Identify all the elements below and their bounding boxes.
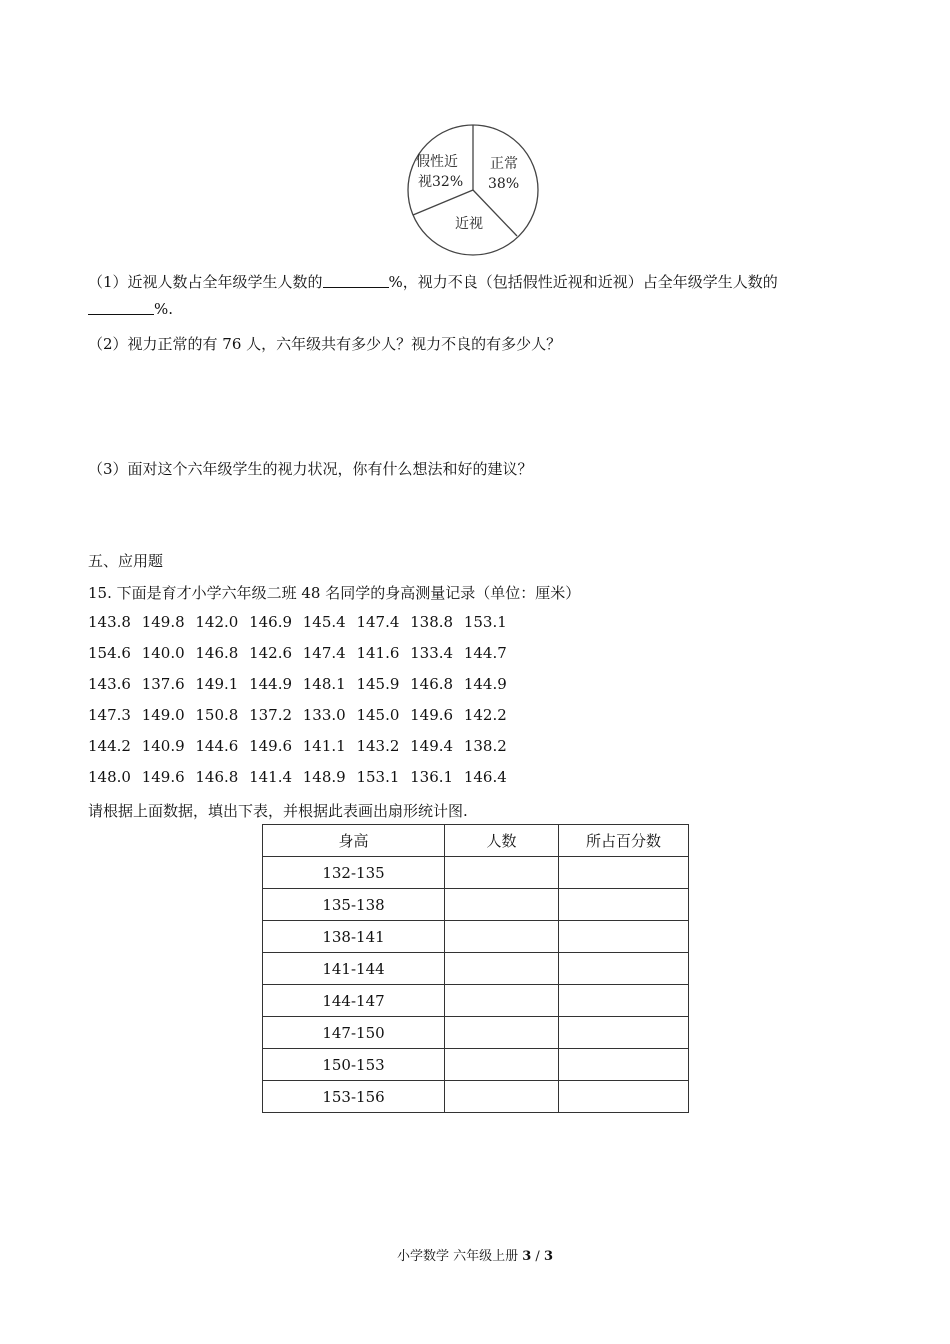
pie-divider-left <box>413 190 473 215</box>
table-row <box>263 889 689 921</box>
pie-label-jinshi: 近视 <box>455 216 483 232</box>
percent-cell[interactable] <box>559 1017 689 1049</box>
instruction: 请根据上面数据，填出下表，并根据此表画出扇形统计图. <box>88 802 468 820</box>
height-value: 144.9 <box>463 675 507 693</box>
pie-label-zhengchang-2: 38% <box>488 176 520 192</box>
height-value: 153.1 <box>463 613 507 631</box>
header-count: 人数 <box>445 825 559 857</box>
pie-label-zhengchang-1: 正常 <box>490 156 518 172</box>
percent-cell[interactable] <box>559 889 689 921</box>
range-cell: 141-144 <box>263 953 445 985</box>
height-value: 146.8 <box>195 644 239 662</box>
height-value: 144.2 <box>88 737 131 755</box>
height-value: 138.2 <box>463 737 507 755</box>
percent-cell[interactable] <box>559 953 689 985</box>
q1-text-c: %. <box>154 300 174 318</box>
height-value: 143.6 <box>88 675 131 693</box>
height-value: 137.6 <box>141 675 185 693</box>
height-value: 133.4 <box>410 644 454 662</box>
height-value: 149.1 <box>195 675 239 693</box>
height-value: 149.6 <box>249 737 293 755</box>
percent-cell[interactable] <box>559 857 689 889</box>
footer-page: 3 <box>522 1249 532 1264</box>
height-value: 140.0 <box>141 644 185 662</box>
q1-blank-2[interactable] <box>88 300 154 315</box>
table-row <box>263 921 689 953</box>
height-value: 142.6 <box>249 644 293 662</box>
footer-sep: / <box>531 1249 544 1264</box>
height-value: 141.1 <box>302 737 346 755</box>
range-cell: 144-147 <box>263 985 445 1017</box>
height-value: 149.6 <box>410 706 454 724</box>
percent-cell[interactable] <box>559 1049 689 1081</box>
height-value: 147.4 <box>302 644 346 662</box>
pie-label-jiaxing-2: 视32% <box>418 174 464 190</box>
height-value: 137.2 <box>249 706 293 724</box>
height-value: 143.2 <box>356 737 400 755</box>
page-footer <box>0 1245 950 1264</box>
range-cell: 147-150 <box>263 1017 445 1049</box>
count-cell[interactable] <box>445 985 559 1017</box>
height-value: 141.6 <box>356 644 400 662</box>
table-row <box>263 985 689 1017</box>
height-data-row <box>88 613 518 631</box>
height-value: 146.8 <box>410 675 454 693</box>
percent-cell[interactable] <box>559 1081 689 1113</box>
height-value: 147.3 <box>88 706 131 724</box>
table-header-row <box>263 825 689 857</box>
height-value: 141.4 <box>249 768 293 786</box>
height-value: 154.6 <box>88 644 131 662</box>
header-height: 身高 <box>263 825 445 857</box>
height-value: 150.8 <box>195 706 239 724</box>
question-15: 15. 下面是育才小学六年级二班 48 名同学的身高测量记录（单位：厘米） <box>88 584 581 602</box>
range-cell: 138-141 <box>263 921 445 953</box>
height-value: 149.8 <box>141 613 185 631</box>
height-value: 147.4 <box>356 613 400 631</box>
height-value: 142.2 <box>463 706 507 724</box>
height-value: 145.0 <box>356 706 400 724</box>
footer-total: 3 <box>543 1249 553 1264</box>
height-value: 149.4 <box>410 737 454 755</box>
range-cell: 153-156 <box>263 1081 445 1113</box>
height-value: 146.9 <box>249 613 293 631</box>
percent-cell[interactable] <box>559 985 689 1017</box>
q1-blank-1[interactable] <box>323 273 389 288</box>
range-cell: 135-138 <box>263 889 445 921</box>
count-cell[interactable] <box>445 889 559 921</box>
height-value: 143.8 <box>88 613 131 631</box>
height-value: 148.0 <box>88 768 131 786</box>
question-1-cont <box>88 300 173 318</box>
section-title: 五、应用题 <box>88 552 164 570</box>
height-value: 146.8 <box>195 768 239 786</box>
count-cell[interactable] <box>445 953 559 985</box>
table-row <box>263 953 689 985</box>
header-percent: 所占百分数 <box>559 825 689 857</box>
count-cell[interactable] <box>445 1081 559 1113</box>
height-value: 149.0 <box>141 706 185 724</box>
question-3: （3）面对这个六年级学生的视力状况，你有什么想法和好的建议？ <box>88 460 533 478</box>
height-value: 133.0 <box>302 706 346 724</box>
height-data-row <box>88 737 518 755</box>
count-cell[interactable] <box>445 1049 559 1081</box>
height-value: 149.6 <box>141 768 185 786</box>
pie-label-jiaxing-1: 假性近 <box>416 154 458 170</box>
question-1 <box>88 271 778 292</box>
height-value: 148.1 <box>302 675 346 693</box>
count-cell[interactable] <box>445 1017 559 1049</box>
height-value: 140.9 <box>141 737 185 755</box>
table-row <box>263 1049 689 1081</box>
count-cell[interactable] <box>445 921 559 953</box>
vision-pie-chart <box>405 123 541 257</box>
height-value: 145.9 <box>356 675 400 693</box>
height-value: 144.6 <box>195 737 239 755</box>
height-value: 145.4 <box>302 613 346 631</box>
height-value: 144.7 <box>463 644 507 662</box>
height-value: 153.1 <box>356 768 400 786</box>
height-data-row <box>88 675 518 693</box>
height-value: 136.1 <box>410 768 454 786</box>
height-table <box>262 824 689 1113</box>
footer-text: 小学数学 六年级上册 <box>396 1249 523 1264</box>
q1-text-b: %，视力不良（包括假性近视和近视）占全年级学生人数的 <box>388 273 778 291</box>
count-cell[interactable] <box>445 857 559 889</box>
range-cell: 132-135 <box>263 857 445 889</box>
height-value: 144.9 <box>249 675 293 693</box>
table-row <box>263 857 689 889</box>
table-row <box>263 1081 689 1113</box>
table-row <box>263 1017 689 1049</box>
height-value: 142.0 <box>195 613 239 631</box>
height-value: 146.4 <box>463 768 507 786</box>
height-value: 138.8 <box>410 613 454 631</box>
height-data-row <box>88 706 518 724</box>
height-data-row <box>88 768 518 786</box>
height-value: 148.9 <box>302 768 346 786</box>
percent-cell[interactable] <box>559 921 689 953</box>
q1-text-a: （1）近视人数占全年级学生人数的 <box>88 273 323 291</box>
height-data-row <box>88 644 518 662</box>
question-2: （2）视力正常的有 76 人，六年级共有多少人？视力不良的有多少人？ <box>88 335 562 353</box>
range-cell: 150-153 <box>263 1049 445 1081</box>
